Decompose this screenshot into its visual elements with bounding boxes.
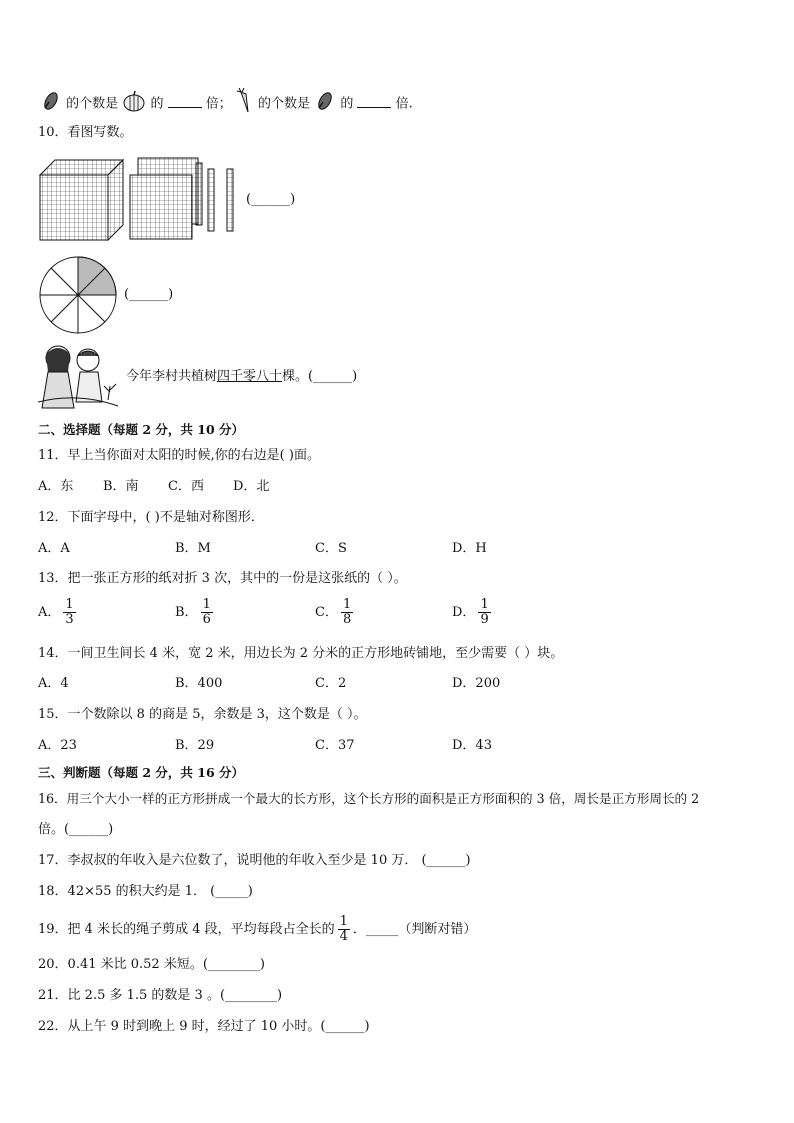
numerator: 1	[480, 597, 489, 612]
corn-icon	[314, 90, 336, 118]
option-label: C．	[315, 605, 338, 620]
planting-text-pre: 今年李村共植树	[126, 369, 218, 384]
q9-text-5: 的	[340, 96, 354, 112]
q12-option-a[interactable]: A．A	[38, 541, 70, 556]
q11-option-d[interactable]: D．北	[233, 479, 270, 494]
corn-icon	[40, 90, 62, 118]
numerator: 1	[342, 597, 352, 612]
q13-option-c[interactable]	[315, 598, 356, 627]
denominator: 9	[480, 612, 489, 627]
q11-option-b[interactable]: B．南	[103, 479, 139, 494]
q15-stem: 15．一个数除以 8 的商是 5，余数是 3，这个数是（ ）。	[38, 707, 367, 722]
carrot-icon	[236, 88, 254, 120]
q11-option-a[interactable]: A．东	[38, 479, 74, 494]
section-3-title: 三、判断题（每题 2 分，共 16 分）	[38, 765, 245, 780]
q12-stem: 12．下面字母中，( )不是轴对称图形．	[38, 510, 264, 525]
q11-option-c[interactable]: C．西	[168, 479, 204, 494]
fraction-circle-figure	[38, 255, 118, 335]
pumpkin-icon	[122, 90, 146, 118]
planting-question	[126, 368, 357, 386]
q9-text-3: 倍；	[205, 96, 232, 112]
circle-answer[interactable]: (______)	[124, 287, 174, 302]
option-label: A．	[38, 605, 61, 620]
numerator: 1	[339, 914, 348, 929]
q19[interactable]	[38, 912, 476, 948]
fraction	[201, 598, 213, 627]
blocks-answer[interactable]: (______)	[246, 192, 296, 207]
q14-stem: 14．一间卫生间长 4 米，宽 2 米，用边长为 2 分米的正方形地砖铺地，至少需要（ ）块。	[38, 646, 564, 661]
place-value-blocks-figure	[38, 155, 248, 241]
planting-text-post[interactable]: 棵。(______)	[282, 369, 358, 384]
section-2-title: 二、选择题（每题 2 分，共 10 分）	[38, 422, 245, 437]
q21[interactable]: 21．比 2.5 多 1.5 的数是 3 。(________)	[38, 988, 283, 1003]
q9-text-4: 的个数是	[258, 96, 311, 112]
q14-option-d[interactable]: D．200	[452, 676, 501, 691]
fraction	[478, 598, 490, 627]
q12-option-c[interactable]: C．S	[315, 541, 347, 556]
q9-text-6: 倍.	[395, 96, 413, 112]
fraction	[338, 915, 350, 944]
option-label: B．	[175, 605, 198, 620]
fraction	[341, 598, 353, 627]
q13-option-a[interactable]	[38, 598, 79, 627]
numerator: 1	[65, 597, 74, 612]
q13-stem: 13．把一张正方形的纸对折 3 次，其中的一份是这张纸的（ ）。	[38, 571, 407, 586]
q15-option-d[interactable]: D．43	[452, 738, 492, 753]
denominator: 3	[65, 612, 74, 627]
fraction	[63, 598, 75, 627]
ten-rod	[196, 163, 233, 231]
q16-line-1: 16．用三个大小一样的正方形拼成一个最大的长方形，这个长方形的面积是正方形面积的 3 倍，周长是正方形周长的 2	[38, 791, 700, 806]
q14-option-b[interactable]: B．400	[175, 676, 223, 691]
q14-option-a[interactable]: A．4	[38, 676, 69, 691]
denominator: 6	[202, 612, 211, 627]
thousand-cube	[40, 160, 123, 240]
q9-text-2: 的	[150, 96, 164, 112]
q9-text-1: 的个数是	[66, 96, 119, 112]
children-planting-illustration	[38, 342, 122, 410]
answer-blank[interactable]	[168, 95, 202, 108]
option-label: D．	[452, 605, 476, 620]
q15-option-c[interactable]: C．37	[315, 738, 355, 753]
q14-option-c[interactable]: C．2	[315, 676, 347, 691]
q13-option-b[interactable]	[175, 598, 216, 627]
q18[interactable]: 18．42×55 的积大约是 1． (_____)	[38, 884, 253, 899]
q20[interactable]: 20．0.41 米比 0.52 米短。(________)	[38, 957, 265, 972]
q9-line	[40, 88, 413, 120]
q10-title: 10．看图写数。	[38, 125, 133, 140]
answer-blank[interactable]	[357, 95, 391, 108]
denominator: 4	[339, 929, 348, 944]
q19-text-pre: 19．把 4 米长的绳子剪成 4 段，平均每段占全长的	[38, 922, 335, 937]
q13-option-d[interactable]	[452, 598, 494, 627]
denominator: 8	[342, 612, 352, 627]
q17[interactable]: 17．李叔叔的年收入是六位数了，说明他的年收入至少是 10 万． (______)	[38, 853, 471, 868]
q16-line-2[interactable]: 倍。(______)	[38, 822, 114, 837]
q15-option-a[interactable]: A．23	[38, 738, 77, 753]
q22[interactable]: 22．从上午 9 时到晚上 9 时，经过了 10 小时。(______)	[38, 1019, 370, 1034]
numerator: 1	[202, 597, 211, 612]
q19-text-post: ．_____（判断对错）	[352, 922, 477, 937]
planting-number-words: 四千零八十	[217, 369, 283, 384]
hundred-flat	[130, 158, 198, 239]
q15-option-b[interactable]: B．29	[175, 738, 215, 753]
q12-option-b[interactable]: B．M	[175, 541, 211, 556]
q12-option-d[interactable]: D．H	[452, 541, 487, 556]
q11-stem: 11．早上当你面对太阳的时候,你的右边是( )面。	[38, 448, 320, 463]
